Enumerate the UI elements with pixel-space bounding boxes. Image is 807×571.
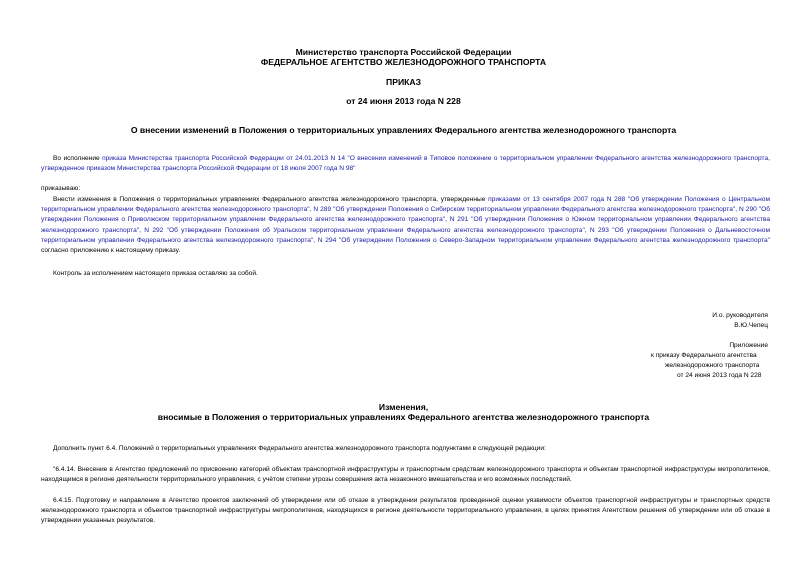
item1-paragraph	[41, 195, 770, 256]
item1-orders-link[interactable]: приказами от 13 сентября 2007 года N 288 "Об утверждении Положения о Центральном территориальном управлении Федерального агентства железнодорожного транспорта", N 289 "Об утверждении Положения о Сибирском территориальном управлении Федерального агентства железнодорожного транспорта", N 290 "Об утверждении Положения о Приволжском территориальном управлении Федерального агентства железнодорожного транспорта", N 291 "Об утверждении Положения о Южном территориальном управлении Федерального агентства железнодорожного транспорта", N 292 "Об утверждении Положения об Уральском территориальном управлении Федерального агентства железнодорожного транспорта", N 293 "Об утверждении Положения о Дальневосточном территориальном управлении Федерального агентства железнодорожного транспорта", N 294 "Об утверждении Положения о Северо-Западном территориальном управлении Федерального агентства железнодорожного транспорта"	[41, 196, 770, 244]
signatory-position: И.о. руководителя	[712, 312, 768, 319]
item1-lead: Внести изменения в Положения о территориальных управлениях Федерального агентства железнодорожного транспорта, утвержденные	[53, 196, 486, 203]
doc-date-number: от 24 июня 2013 года N 228	[346, 96, 461, 106]
appendix-line4: от 24 июня 2013 года N 228	[677, 372, 762, 379]
intro-paragraph	[41, 154, 770, 174]
doc-title: О внесении изменений в Положения о территориальных управлениях Федерального агентства железнодорожного транспорта	[130, 125, 677, 135]
order-word: приказываю:	[41, 185, 81, 192]
intro-lead: Во исполнение	[53, 155, 100, 162]
appendix-label: Приложение	[729, 342, 768, 349]
changes-p1: Дополнить пункт 6.4. Положений о территориальных управлениях Федерального агентства железнодорожного транспорта подпунктами в следующей редакции:	[53, 445, 546, 452]
signatory-name: В.Ю.Чепец	[734, 322, 768, 329]
agency-heading: ФЕДЕРАЛЬНОЕ АГЕНТСТВО ЖЕЛЕЗНОДОРОЖНОГО ТРАНСПОРТА	[260, 57, 547, 67]
item2-paragraph: Контроль за исполнением настоящего приказа оставляю за собой.	[53, 270, 258, 277]
changes-title: Изменения,	[378, 402, 429, 412]
changes-p3: 6.4.15. Подготовку и направление в Агентство проектов заключений об утверждении или об отказе в утверждении результатов проведенной оценки уязвимости объектов транспортной инфраструктуры и транспортных средств железнодорожного транспорта и объектов транспортной инфраструктуры метрополитенов, находящихся в регионе деятельности территориального управления, в целях принятия Агентством решения об утверждении или об отказе в утверждении указанных результатов.	[41, 497, 770, 525]
appendix-line2: к приказу Федерального агентства	[651, 352, 757, 359]
changes-subtitle: вносимые в Положения о территориальных управлениях Федерального агентства железнодорожного транспорта	[157, 412, 650, 422]
doc-type-heading: ПРИКАЗ	[386, 77, 421, 87]
changes-p2: "6.4.14. Внесение в Агентство предложений по присвоению категорий объектам транспортной инфраструктуры и транспортным средствам железнодорожного транспорта и объектам транспортной инфраструктуры метрополитенов, находящимся в регионе деятельности территориального управления, с учётом степени угрозы совершения акта незаконного вмешательства и его возможных последствий.	[41, 466, 770, 484]
item1-tail: согласно приложению к настоящему приказу.	[41, 247, 181, 255]
intro-order-link[interactable]: приказа Министерства транспорта Российской Федерации от 24.01.2013 N 14 "О внесении изменений в Типовое положение о территориальном управлении Федерального агентства железнодорожного транспорта, утвержденное приказом Министерства транспорта Российской Федерации от 18 июля 2007 года N 98"	[41, 155, 770, 173]
appendix-line3: железнодорожного транспорта	[665, 362, 760, 369]
ministry-heading: Министерство транспорта Российской Федерации	[295, 47, 512, 57]
